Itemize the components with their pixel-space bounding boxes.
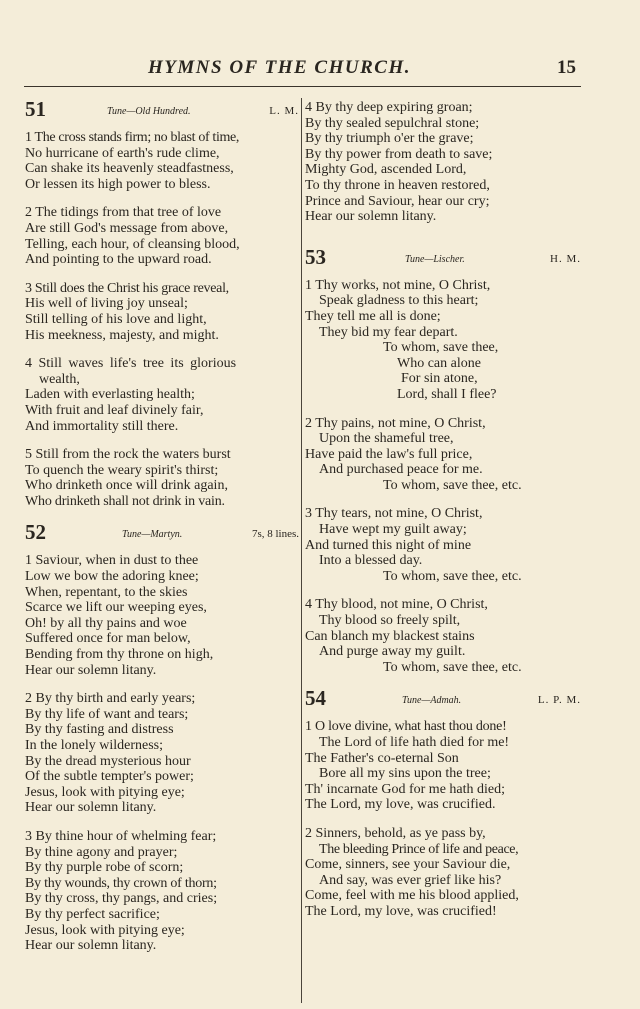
verse	[305, 719, 581, 813]
verse-line: Can shake its heavenly steadfastness,	[25, 161, 234, 177]
verse-line: Oh! by all thy pains and woe	[25, 615, 187, 631]
verse	[25, 281, 299, 343]
meter: L. M.	[269, 105, 299, 117]
verse-line: Are still God's message from above,	[25, 220, 229, 236]
verse-line: 2 Sinners, behold, as ye pass by,	[305, 825, 486, 841]
verse-line: Speak gladness to this heart;	[319, 293, 479, 309]
verse-line: And immortality still there.	[25, 418, 179, 434]
verse-line: Still telling of his love and light,	[25, 311, 207, 327]
verse-line: 3 Thy tears, not mine, O Christ,	[305, 506, 483, 522]
verse-line: And purge away my guilt.	[319, 644, 466, 660]
verse-line: 1 The cross stands firm; no blast of time,	[25, 130, 240, 145]
verse-line: 1 O love divine, what hast thou done!	[305, 719, 507, 735]
verse	[305, 826, 581, 920]
verse-line: Jesus, look with pitying eye;	[25, 922, 185, 938]
verse-line: Come, sinners, see your Saviour die,	[305, 857, 511, 873]
verse-line: 1 Thy works, not mine, O Christ,	[305, 277, 491, 293]
tune-name: Tune—Old Hundred.	[107, 106, 191, 117]
verse-line: By thy wounds, thy crown of thorn;	[25, 875, 217, 891]
verse-line: 1 Saviour, when in dust to thee	[25, 553, 199, 569]
verse-line: Or lessen its high power to bless.	[25, 176, 211, 192]
verse-line: 2 The tidings from that tree of love	[25, 205, 222, 221]
verse-line: And say, was ever grief like his?	[319, 872, 502, 888]
verse-line: wealth,	[39, 371, 80, 387]
verse-line: Th' incarnate God for me hath died;	[305, 781, 506, 797]
verse-line: 4 Thy blood, not mine, O Christ,	[305, 597, 488, 613]
verse-line: And pointing to the upward road.	[25, 252, 212, 268]
hymn-heading	[25, 520, 299, 549]
verse-line: Laden with everlasting health;	[25, 387, 195, 403]
verse-line: Have wept my guilt away;	[319, 522, 467, 538]
page-number: 15	[557, 57, 576, 78]
verse-line: 5 Still from the rock the waters burst	[25, 447, 231, 463]
verse-line: Jesus, look with pitying eye;	[25, 784, 185, 800]
verse	[305, 506, 581, 584]
running-title: HYMNS OF THE CHURCH.	[148, 57, 411, 78]
verse	[25, 205, 299, 267]
verse-continued	[305, 100, 581, 225]
verse-line: And purchased peace for me.	[319, 462, 483, 478]
verse-line: 3 Still does the Christ his grace reveal,	[25, 280, 229, 296]
verse-line: Into a blessed day.	[319, 553, 423, 569]
meter: 7s, 8 lines.	[251, 528, 299, 541]
tune-name: Tune—Lischer.	[405, 253, 465, 265]
verse-line: By thy triumph o'er the grave;	[305, 131, 474, 147]
verse-line: No hurricane of earth's rude clime,	[25, 145, 220, 161]
verse	[25, 130, 299, 192]
verse-line: Come, feel with me his blood applied,	[305, 888, 519, 904]
verse-line: Of the subtle tempter's power;	[25, 769, 194, 785]
hymn-heading	[25, 97, 299, 126]
hymn-number: 51	[25, 97, 46, 121]
verse-line: By thy sealed sepulchral stone;	[305, 115, 480, 131]
verse-line: Suffered once for man below,	[25, 631, 191, 647]
verse-line: With fruit and leaf divinely fair,	[25, 402, 204, 418]
meter: L. P. M.	[537, 694, 581, 707]
verse-line: Thy blood so freely spilt,	[319, 613, 461, 629]
verse-line: To whom, save thee, etc.	[383, 477, 522, 493]
verse-line: 3 By thine hour of whelming fear;	[25, 828, 217, 844]
hymn-heading	[305, 244, 581, 274]
verse-line: Low we bow the adoring knee;	[25, 569, 199, 585]
hymn-54	[305, 686, 581, 919]
verse	[25, 829, 299, 954]
verse-line: Who drinketh shall not drink in vain.	[25, 493, 225, 509]
verse-line: By thy fasting and distress	[25, 722, 174, 738]
verse	[305, 416, 581, 494]
running-head	[0, 57, 640, 83]
verse-line: And turned this night of mine	[305, 537, 472, 553]
verse-line: To thy throne in heaven restored,	[305, 177, 490, 193]
verse-line: Scarce we lift our weeping eyes,	[25, 600, 207, 616]
verse-line: To whom, save thee, etc.	[383, 568, 522, 584]
verse	[25, 356, 299, 434]
right-column	[305, 100, 581, 920]
verse-line: By thy perfect sacrifice;	[25, 906, 160, 922]
verse-line: The Father's co-eternal Son	[305, 750, 459, 766]
verse-line: By thy power from death to save;	[305, 146, 493, 162]
hymn-53	[305, 244, 581, 676]
header-rule	[24, 86, 581, 87]
verse-line: 4 By thy deep expiring groan;	[305, 100, 473, 115]
verse-line: By thine agony and prayer;	[25, 844, 178, 860]
verse	[305, 278, 581, 403]
verse-line: For sin atone,	[401, 371, 478, 387]
verse-line: 2 Thy pains, not mine, O Christ,	[305, 415, 486, 431]
verse-line: When, repentant, to the skies	[25, 584, 188, 600]
verse	[305, 597, 581, 675]
verse-line: His well of living joy unseal;	[25, 296, 188, 312]
verse-line: Have paid the law's full price,	[305, 446, 473, 462]
verse-line: The Lord, my love, was crucified!	[305, 903, 497, 919]
verse-line: Who drinketh once will drink again,	[25, 478, 228, 494]
verse-line: By thy cross, thy pangs, and cries;	[25, 891, 218, 907]
verse-line: Hear our solemn litany.	[305, 209, 437, 225]
verse-line: Can blanch my blackest stains	[305, 628, 475, 644]
verse-line: Hear our solemn litany.	[25, 662, 157, 678]
verse-line: To whom, save thee, etc.	[383, 659, 522, 675]
hymn-number: 53	[305, 244, 326, 269]
hymn-51	[25, 97, 299, 509]
meter: H. M.	[550, 252, 581, 265]
verse-line: The Lord, my love, was crucified.	[305, 797, 496, 813]
verse-line: They tell me all is done;	[305, 308, 441, 324]
tune-name: Tune—Martyn.	[122, 529, 183, 541]
verse-line: By the dread mysterious hour	[25, 753, 191, 769]
hymn-heading	[305, 686, 581, 715]
verse-line: Bore all my sins upon the tree;	[319, 766, 491, 782]
verse-line: In the lonely wilderness;	[25, 738, 164, 753]
left-column	[25, 97, 299, 954]
verse-line: By thy life of want and tears;	[25, 706, 189, 722]
verse-line: Bending from thy throne on high,	[25, 647, 214, 663]
verse	[25, 691, 299, 816]
column-divider	[301, 98, 302, 1003]
verse-line: To quench the weary spirit's thirst;	[25, 462, 219, 478]
verse-line: By thy purple robe of scorn;	[25, 860, 184, 876]
verse-line: Prince and Saviour, hear our cry;	[305, 193, 490, 209]
hymn-number: 52	[25, 520, 46, 545]
verse-line: His meekness, majesty, and might.	[25, 327, 219, 343]
verse-line: They bid my fear depart.	[319, 324, 458, 340]
verse-line: 4 Still waves life's tree its glorious	[25, 356, 237, 372]
verse-line: The bleeding Prince of life and peace,	[319, 841, 519, 857]
verse-line: Who can alone	[397, 355, 481, 371]
verse	[25, 447, 299, 509]
verse-line: 2 By thy birth and early years;	[25, 691, 196, 707]
verse-line: The Lord of life hath died for me!	[319, 735, 510, 750]
hymn-number: 54	[305, 686, 326, 711]
verse-line: Hear our solemn litany.	[25, 938, 157, 954]
verse-line: Hear our solemn litany.	[25, 800, 157, 816]
verse	[25, 553, 299, 678]
verse-line: Mighty God, ascended Lord,	[305, 162, 467, 178]
tune-name: Tune—Admah.	[402, 695, 462, 707]
verse-line: Lord, shall I flee?	[397, 386, 497, 402]
verse-line: Upon the shameful tree,	[319, 431, 454, 447]
verse-line: Telling, each hour, of cleansing blood,	[25, 236, 240, 252]
hymn-52	[25, 520, 299, 954]
verse-line: To whom, save thee,	[383, 340, 499, 356]
